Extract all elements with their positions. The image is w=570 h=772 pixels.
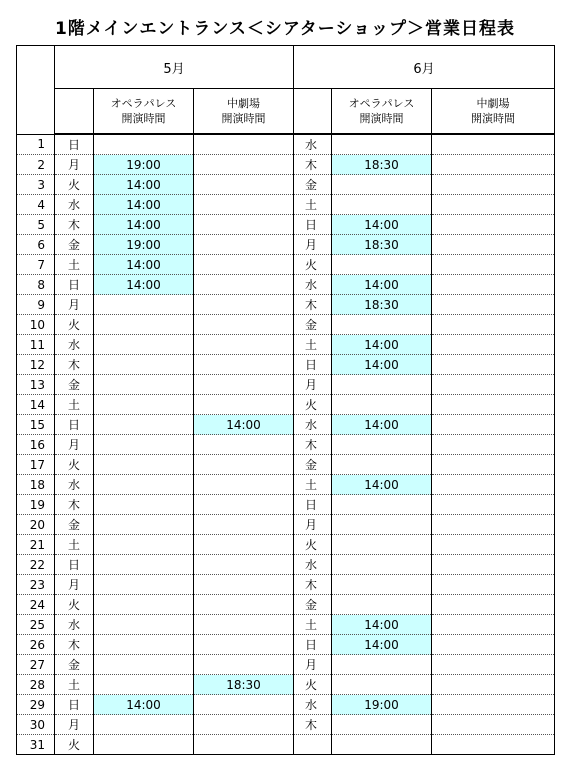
day-number: 6 [17,235,55,255]
june-theater-time [432,455,555,475]
june-weekday: 金 [294,175,332,195]
june-weekday [294,735,332,755]
table-row [17,315,555,335]
day-number: 30 [17,715,55,735]
may-weekday: 水 [55,335,94,355]
table-row [17,134,555,155]
june-theater-time [432,695,555,715]
may-opera-time [94,555,194,575]
table-row [17,235,555,255]
june-opera-time: 14:00 [332,415,432,435]
june-opera-time: 14:00 [332,615,432,635]
day-number: 19 [17,495,55,515]
may-theater-time [194,615,294,635]
venue-name: 中劇場 [476,97,510,110]
june-theater-time [432,134,555,155]
june-weekday: 月 [294,515,332,535]
may-theater-time [194,495,294,515]
june-weekday: 土 [294,195,332,215]
may-theater-time [194,275,294,295]
may-weekday: 月 [55,155,94,175]
may-weekday: 土 [55,675,94,695]
day-number: 17 [17,455,55,475]
may-opera-time [94,395,194,415]
may-opera-time [94,575,194,595]
table-row [17,435,555,455]
may-theater-time [194,595,294,615]
june-theater-time [432,335,555,355]
venue-header-theater-june [432,89,555,135]
may-opera-time: 14:00 [94,175,194,195]
june-theater-time [432,735,555,755]
day-number: 9 [17,295,55,315]
june-opera-time [332,435,432,455]
may-opera-time [94,615,194,635]
june-weekday: 日 [294,495,332,515]
june-weekday: 火 [294,395,332,415]
june-weekday: 土 [294,335,332,355]
may-weekday: 木 [55,355,94,375]
may-weekday: 木 [55,635,94,655]
may-theater-time: 14:00 [194,415,294,435]
june-theater-time [432,475,555,495]
june-opera-time: 14:00 [332,215,432,235]
june-theater-time [432,595,555,615]
may-weekday: 木 [55,495,94,515]
june-theater-time [432,255,555,275]
may-theater-time [194,715,294,735]
june-opera-time: 18:30 [332,155,432,175]
may-theater-time [194,515,294,535]
june-theater-time [432,175,555,195]
june-opera-time [332,375,432,395]
may-weekday: 日 [55,134,94,155]
may-theater-time [194,695,294,715]
may-opera-time: 14:00 [94,695,194,715]
may-theater-time [194,255,294,275]
may-opera-time: 14:00 [94,255,194,275]
day-number: 28 [17,675,55,695]
june-weekday: 木 [294,435,332,455]
june-weekday: 火 [294,535,332,555]
june-opera-time: 14:00 [332,335,432,355]
may-opera-time: 14:00 [94,195,194,215]
may-theater-time [194,475,294,495]
june-theater-time [432,635,555,655]
may-opera-time: 19:00 [94,235,194,255]
table-row [17,295,555,315]
june-opera-time: 19:00 [332,695,432,715]
venue-header-opera-may [94,89,194,135]
may-theater-time [194,395,294,415]
may-theater-time [194,295,294,315]
june-theater-time [432,615,555,635]
schedule-body [17,134,555,755]
june-theater-time [432,415,555,435]
june-theater-time [432,395,555,415]
june-opera-time: 18:30 [332,235,432,255]
june-theater-time [432,715,555,735]
june-theater-time [432,215,555,235]
day-number: 15 [17,415,55,435]
june-theater-time [432,195,555,215]
weekday-header-may [55,89,94,135]
june-opera-time [332,515,432,535]
june-weekday: 水 [294,555,332,575]
day-number: 10 [17,315,55,335]
june-theater-time [432,155,555,175]
june-opera-time [332,255,432,275]
june-weekday: 火 [294,675,332,695]
day-number: 21 [17,535,55,555]
table-row [17,335,555,355]
table-row [17,595,555,615]
may-weekday: 火 [55,455,94,475]
venue-header-opera-june [332,89,432,135]
day-number: 1 [17,134,55,155]
table-row [17,355,555,375]
table-row [17,675,555,695]
may-weekday: 金 [55,375,94,395]
day-number: 2 [17,155,55,175]
may-theater-time [194,315,294,335]
may-weekday: 火 [55,735,94,755]
may-weekday: 火 [55,315,94,335]
day-number: 7 [17,255,55,275]
may-opera-time [94,435,194,455]
may-opera-time [94,535,194,555]
june-weekday: 木 [294,295,332,315]
may-weekday: 木 [55,215,94,235]
may-theater-time [194,555,294,575]
venue-name: 中劇場 [227,97,260,110]
may-theater-time [194,195,294,215]
may-opera-time: 19:00 [94,155,194,175]
table-row [17,215,555,235]
june-weekday: 土 [294,475,332,495]
may-weekday: 日 [55,555,94,575]
may-theater-time [194,535,294,555]
may-theater-time [194,215,294,235]
may-theater-time: 18:30 [194,675,294,695]
june-opera-time [332,715,432,735]
corner-cell [17,46,55,135]
day-number: 20 [17,515,55,535]
may-theater-time [194,375,294,395]
table-row [17,515,555,535]
may-weekday: 水 [55,475,94,495]
may-theater-time [194,735,294,755]
june-theater-time [432,275,555,295]
may-theater-time [194,134,294,155]
venue-sub: 開演時間 [359,112,404,125]
may-opera-time [94,415,194,435]
june-opera-time [332,315,432,335]
may-theater-time [194,235,294,255]
month-header-june: 6月 [294,46,555,89]
june-weekday: 土 [294,615,332,635]
may-opera-time [94,735,194,755]
table-row [17,575,555,595]
may-weekday: 火 [55,595,94,615]
table-row [17,495,555,515]
may-weekday: 日 [55,275,94,295]
venue-name: オペラパレス [348,97,415,110]
day-number: 31 [17,735,55,755]
day-number: 24 [17,595,55,615]
table-row [17,655,555,675]
may-opera-time [94,295,194,315]
day-number: 29 [17,695,55,715]
june-weekday: 日 [294,355,332,375]
june-weekday: 水 [294,695,332,715]
june-opera-time [332,195,432,215]
day-number: 18 [17,475,55,495]
day-number: 13 [17,375,55,395]
day-number: 5 [17,215,55,235]
june-theater-time [432,435,555,455]
schedule-table [16,45,555,755]
day-number: 16 [17,435,55,455]
venue-sub: 開演時間 [221,112,266,125]
may-opera-time [94,455,194,475]
may-opera-time: 14:00 [94,215,194,235]
may-opera-time [94,495,194,515]
may-theater-time [194,155,294,175]
may-weekday: 水 [55,195,94,215]
day-number: 8 [17,275,55,295]
day-number: 3 [17,175,55,195]
may-weekday: 月 [55,575,94,595]
june-opera-time: 14:00 [332,635,432,655]
june-theater-time [432,235,555,255]
venue-sub: 開演時間 [471,112,516,125]
table-row [17,275,555,295]
may-opera-time [94,675,194,695]
may-opera-time [94,515,194,535]
may-opera-time [94,475,194,495]
table-row [17,735,555,755]
may-theater-time [194,575,294,595]
day-number: 4 [17,195,55,215]
june-opera-time [332,555,432,575]
june-opera-time: 14:00 [332,475,432,495]
may-theater-time [194,635,294,655]
june-opera-time [332,535,432,555]
may-opera-time [94,715,194,735]
june-weekday: 水 [294,134,332,155]
table-row [17,195,555,215]
june-opera-time: 14:00 [332,275,432,295]
may-weekday: 月 [55,435,94,455]
june-weekday: 金 [294,315,332,335]
table-row [17,455,555,475]
may-theater-time [194,455,294,475]
june-opera-time [332,455,432,475]
june-weekday: 水 [294,415,332,435]
may-theater-time [194,355,294,375]
may-weekday: 火 [55,175,94,195]
june-weekday: 月 [294,235,332,255]
may-opera-time [94,134,194,155]
june-theater-time [432,295,555,315]
venue-header-row [17,89,555,135]
may-opera-time [94,355,194,375]
may-weekday: 金 [55,515,94,535]
june-opera-time [332,595,432,615]
june-opera-time [332,395,432,415]
month-header-row [17,46,555,89]
page-title: 1階メインエントランス＜シアターショップ＞営業日程表 [54,19,516,39]
june-opera-time [332,134,432,155]
may-theater-time [194,335,294,355]
day-number: 25 [17,615,55,635]
june-weekday: 日 [294,215,332,235]
june-opera-time [332,735,432,755]
may-weekday: 土 [55,395,94,415]
may-opera-time [94,335,194,355]
may-opera-time [94,655,194,675]
june-weekday: 金 [294,455,332,475]
june-theater-time [432,655,555,675]
may-weekday: 土 [55,535,94,555]
day-number: 27 [17,655,55,675]
month-header-may: 5月 [55,46,294,89]
june-opera-time [332,495,432,515]
may-weekday: 日 [55,415,94,435]
day-number: 14 [17,395,55,415]
june-theater-time [432,495,555,515]
june-opera-time [332,675,432,695]
venue-name: オペラパレス [110,97,177,110]
day-number: 26 [17,635,55,655]
may-weekday: 水 [55,615,94,635]
june-theater-time [432,515,555,535]
table-row [17,715,555,735]
june-weekday: 日 [294,635,332,655]
june-weekday: 水 [294,275,332,295]
table-row [17,635,555,655]
may-weekday: 日 [55,695,94,715]
table-row [17,475,555,495]
day-number: 11 [17,335,55,355]
may-weekday: 金 [55,235,94,255]
may-theater-time [194,175,294,195]
table-row [17,375,555,395]
table-row [17,395,555,415]
day-number: 12 [17,355,55,375]
may-opera-time [94,375,194,395]
table-row [17,535,555,555]
june-opera-time [332,655,432,675]
june-opera-time [332,575,432,595]
table-row [17,695,555,715]
may-weekday: 月 [55,715,94,735]
may-opera-time [94,315,194,335]
june-opera-time: 18:30 [332,295,432,315]
may-theater-time [194,435,294,455]
june-theater-time [432,355,555,375]
june-theater-time [432,575,555,595]
may-opera-time: 14:00 [94,275,194,295]
june-weekday: 木 [294,155,332,175]
may-opera-time [94,635,194,655]
may-opera-time [94,595,194,615]
june-weekday: 金 [294,595,332,615]
june-theater-time [432,555,555,575]
may-theater-time [194,655,294,675]
may-weekday: 金 [55,655,94,675]
may-weekday: 土 [55,255,94,275]
june-theater-time [432,675,555,695]
table-row [17,615,555,635]
table-row [17,155,555,175]
table-row [17,555,555,575]
june-opera-time: 14:00 [332,355,432,375]
june-weekday: 月 [294,375,332,395]
table-row [17,175,555,195]
day-number: 22 [17,555,55,575]
day-number: 23 [17,575,55,595]
june-theater-time [432,535,555,555]
venue-header-theater-may [194,89,294,135]
weekday-header-june [294,89,332,135]
table-row [17,255,555,275]
june-theater-time [432,375,555,395]
june-theater-time [432,315,555,335]
june-weekday: 木 [294,715,332,735]
venue-sub: 開演時間 [121,112,166,125]
june-weekday: 木 [294,575,332,595]
june-opera-time [332,175,432,195]
june-weekday: 月 [294,655,332,675]
june-weekday: 火 [294,255,332,275]
table-row [17,415,555,435]
may-weekday: 月 [55,295,94,315]
